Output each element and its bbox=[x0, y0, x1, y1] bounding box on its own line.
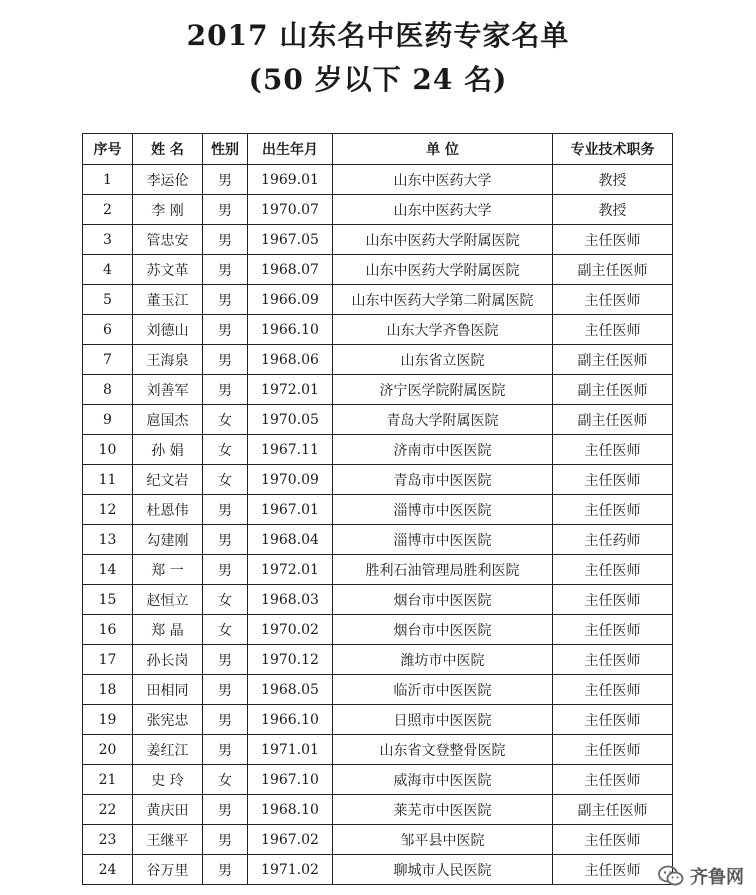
cell-professional-title: 教授 bbox=[553, 195, 673, 225]
table-row bbox=[83, 825, 673, 855]
cell-birth-date: 1967.02 bbox=[248, 825, 333, 855]
cell-birth-date: 1970.05 bbox=[248, 405, 333, 435]
cell-birth-date: 1971.01 bbox=[248, 735, 333, 765]
table-row bbox=[83, 405, 673, 435]
table-row bbox=[83, 195, 673, 225]
cell-gender: 男 bbox=[203, 315, 248, 345]
cell-unit: 烟台市中医医院 bbox=[333, 585, 553, 615]
cell-professional-title: 主任医师 bbox=[553, 495, 673, 525]
cell-name: 李 刚 bbox=[133, 195, 203, 225]
wechat-logo-icon bbox=[658, 865, 684, 887]
table-row bbox=[83, 165, 673, 195]
cell-professional-title: 主任医师 bbox=[553, 615, 673, 645]
cell-name: 苏文革 bbox=[133, 255, 203, 285]
cell-gender: 女 bbox=[203, 585, 248, 615]
cell-name: 赵恒立 bbox=[133, 585, 203, 615]
cell-birth-date: 1968.10 bbox=[248, 795, 333, 825]
cell-unit: 济南市中医医院 bbox=[333, 435, 553, 465]
cell-number: 2 bbox=[83, 195, 133, 225]
table-row bbox=[83, 585, 673, 615]
cell-professional-title: 主任医师 bbox=[553, 585, 673, 615]
cell-unit: 烟台市中医医院 bbox=[333, 615, 553, 645]
table-row bbox=[83, 615, 673, 645]
cell-unit: 莱芜市中医医院 bbox=[333, 795, 553, 825]
cell-birth-date: 1966.09 bbox=[248, 285, 333, 315]
cell-professional-title: 主任医师 bbox=[553, 555, 673, 585]
cell-number: 22 bbox=[83, 795, 133, 825]
cell-professional-title: 主任医师 bbox=[553, 465, 673, 495]
table-row bbox=[83, 345, 673, 375]
cell-number: 19 bbox=[83, 705, 133, 735]
cell-number: 3 bbox=[83, 225, 133, 255]
table-row bbox=[83, 855, 673, 885]
cell-gender: 女 bbox=[203, 405, 248, 435]
table-row bbox=[83, 555, 673, 585]
cell-unit: 淄博市中医医院 bbox=[333, 495, 553, 525]
cell-birth-date: 1968.06 bbox=[248, 345, 333, 375]
cell-gender: 女 bbox=[203, 615, 248, 645]
cell-professional-title: 副主任医师 bbox=[553, 405, 673, 435]
cell-number: 6 bbox=[83, 315, 133, 345]
cell-name: 扈国杰 bbox=[133, 405, 203, 435]
cell-gender: 男 bbox=[203, 225, 248, 255]
cell-name: 黄庆田 bbox=[133, 795, 203, 825]
cell-number: 7 bbox=[83, 345, 133, 375]
cell-gender: 女 bbox=[203, 765, 248, 795]
expert-list-table bbox=[82, 133, 673, 885]
cell-gender: 男 bbox=[203, 735, 248, 765]
table-row bbox=[83, 225, 673, 255]
cell-gender: 男 bbox=[203, 525, 248, 555]
cell-number: 18 bbox=[83, 675, 133, 705]
header-number: 序号 bbox=[83, 134, 133, 165]
cell-number: 5 bbox=[83, 285, 133, 315]
cell-birth-date: 1968.04 bbox=[248, 525, 333, 555]
cell-number: 4 bbox=[83, 255, 133, 285]
cell-unit: 山东中医药大学第二附属医院 bbox=[333, 285, 553, 315]
cell-birth-date: 1970.02 bbox=[248, 615, 333, 645]
table-row bbox=[83, 435, 673, 465]
cell-professional-title: 副主任医师 bbox=[553, 795, 673, 825]
cell-number: 13 bbox=[83, 525, 133, 555]
cell-gender: 男 bbox=[203, 495, 248, 525]
cell-name: 孙长岗 bbox=[133, 645, 203, 675]
cell-unit: 山东中医药大学附属医院 bbox=[333, 225, 553, 255]
header-gender: 性别 bbox=[203, 134, 248, 165]
cell-birth-date: 1967.05 bbox=[248, 225, 333, 255]
cell-birth-date: 1971.02 bbox=[248, 855, 333, 885]
document-subtitle: (50 岁以下 24 名) bbox=[248, 63, 508, 96]
cell-name: 郑 一 bbox=[133, 555, 203, 585]
cell-number: 16 bbox=[83, 615, 133, 645]
table-row bbox=[83, 255, 673, 285]
cell-unit: 山东大学齐鲁医院 bbox=[333, 315, 553, 345]
cell-unit: 临沂市中医医院 bbox=[333, 675, 553, 705]
cell-name: 谷万里 bbox=[133, 855, 203, 885]
header-unit: 单 位 bbox=[333, 134, 553, 165]
cell-unit: 日照市中医医院 bbox=[333, 705, 553, 735]
cell-professional-title: 教授 bbox=[553, 165, 673, 195]
cell-number: 8 bbox=[83, 375, 133, 405]
cell-unit: 淄博市中医医院 bbox=[333, 525, 553, 555]
cell-unit: 聊城市人民医院 bbox=[333, 855, 553, 885]
cell-unit: 邹平县中医院 bbox=[333, 825, 553, 855]
cell-professional-title: 副主任医师 bbox=[553, 255, 673, 285]
cell-name: 杜恩伟 bbox=[133, 495, 203, 525]
cell-number: 23 bbox=[83, 825, 133, 855]
cell-birth-date: 1972.01 bbox=[248, 375, 333, 405]
cell-gender: 男 bbox=[203, 555, 248, 585]
cell-birth-date: 1970.07 bbox=[248, 195, 333, 225]
cell-unit: 威海市中医医院 bbox=[333, 765, 553, 795]
watermark bbox=[658, 863, 744, 889]
table-row bbox=[83, 375, 673, 405]
cell-unit: 青岛大学附属医院 bbox=[333, 405, 553, 435]
cell-birth-date: 1970.09 bbox=[248, 465, 333, 495]
cell-unit: 济宁医学院附属医院 bbox=[333, 375, 553, 405]
cell-number: 12 bbox=[83, 495, 133, 525]
cell-professional-title: 主任医师 bbox=[553, 675, 673, 705]
cell-number: 11 bbox=[83, 465, 133, 495]
cell-birth-date: 1967.10 bbox=[248, 765, 333, 795]
cell-name: 王继平 bbox=[133, 825, 203, 855]
cell-name: 史 玲 bbox=[133, 765, 203, 795]
cell-unit: 潍坊市中医院 bbox=[333, 645, 553, 675]
cell-professional-title: 主任医师 bbox=[553, 705, 673, 735]
cell-name: 姜红江 bbox=[133, 735, 203, 765]
cell-name: 孙 娟 bbox=[133, 435, 203, 465]
cell-unit: 山东中医药大学 bbox=[333, 165, 553, 195]
cell-number: 14 bbox=[83, 555, 133, 585]
cell-number: 15 bbox=[83, 585, 133, 615]
header-name: 姓 名 bbox=[133, 134, 203, 165]
cell-unit: 青岛市中医医院 bbox=[333, 465, 553, 495]
cell-gender: 男 bbox=[203, 705, 248, 735]
cell-professional-title: 主任医师 bbox=[553, 435, 673, 465]
table-row bbox=[83, 285, 673, 315]
cell-name: 纪文岩 bbox=[133, 465, 203, 495]
cell-gender: 女 bbox=[203, 465, 248, 495]
cell-gender: 男 bbox=[203, 375, 248, 405]
cell-unit: 山东省文登整骨医院 bbox=[333, 735, 553, 765]
cell-unit: 山东省立医院 bbox=[333, 345, 553, 375]
cell-birth-date: 1966.10 bbox=[248, 705, 333, 735]
cell-number: 20 bbox=[83, 735, 133, 765]
cell-professional-title: 主任医师 bbox=[553, 735, 673, 765]
cell-professional-title: 主任医师 bbox=[553, 825, 673, 855]
table-row bbox=[83, 465, 673, 495]
cell-gender: 男 bbox=[203, 795, 248, 825]
cell-professional-title: 副主任医师 bbox=[553, 345, 673, 375]
cell-name: 董玉江 bbox=[133, 285, 203, 315]
table-header-row bbox=[83, 134, 673, 165]
cell-birth-date: 1968.05 bbox=[248, 675, 333, 705]
table-row bbox=[83, 315, 673, 345]
table-row bbox=[83, 795, 673, 825]
cell-professional-title: 主任药师 bbox=[553, 525, 673, 555]
watermark-text: 齐鲁网 bbox=[690, 867, 744, 888]
cell-birth-date: 1968.07 bbox=[248, 255, 333, 285]
cell-professional-title: 副主任医师 bbox=[553, 375, 673, 405]
cell-gender: 男 bbox=[203, 645, 248, 675]
cell-birth-date: 1967.11 bbox=[248, 435, 333, 465]
cell-gender: 男 bbox=[203, 285, 248, 315]
cell-professional-title: 主任医师 bbox=[553, 315, 673, 345]
cell-gender: 男 bbox=[203, 825, 248, 855]
cell-gender: 男 bbox=[203, 675, 248, 705]
cell-birth-date: 1967.01 bbox=[248, 495, 333, 525]
cell-birth-date: 1970.12 bbox=[248, 645, 333, 675]
cell-name: 刘善军 bbox=[133, 375, 203, 405]
cell-unit: 山东中医药大学 bbox=[333, 195, 553, 225]
cell-professional-title: 主任医师 bbox=[553, 645, 673, 675]
cell-name: 刘德山 bbox=[133, 315, 203, 345]
table-body bbox=[83, 165, 673, 885]
cell-number: 10 bbox=[83, 435, 133, 465]
cell-name: 郑 晶 bbox=[133, 615, 203, 645]
cell-unit: 山东中医药大学附属医院 bbox=[333, 255, 553, 285]
cell-name: 田相同 bbox=[133, 675, 203, 705]
cell-gender: 男 bbox=[203, 255, 248, 285]
cell-professional-title: 主任医师 bbox=[553, 765, 673, 795]
table-row bbox=[83, 645, 673, 675]
cell-name: 管忠安 bbox=[133, 225, 203, 255]
cell-birth-date: 1972.01 bbox=[248, 555, 333, 585]
cell-name: 李运伦 bbox=[133, 165, 203, 195]
cell-name: 王海泉 bbox=[133, 345, 203, 375]
cell-gender: 男 bbox=[203, 165, 248, 195]
cell-gender: 男 bbox=[203, 345, 248, 375]
header-professional-title: 专业技术职务 bbox=[553, 134, 673, 165]
table-row bbox=[83, 675, 673, 705]
table-row bbox=[83, 765, 673, 795]
cell-number: 21 bbox=[83, 765, 133, 795]
cell-number: 9 bbox=[83, 405, 133, 435]
cell-name: 张宪忠 bbox=[133, 705, 203, 735]
cell-unit: 胜利石油管理局胜利医院 bbox=[333, 555, 553, 585]
cell-professional-title: 主任医师 bbox=[553, 225, 673, 255]
cell-number: 1 bbox=[83, 165, 133, 195]
document-title: 2017 山东名中医药专家名单 bbox=[186, 19, 570, 52]
cell-gender: 女 bbox=[203, 435, 248, 465]
cell-professional-title: 主任医师 bbox=[553, 285, 673, 315]
cell-number: 17 bbox=[83, 645, 133, 675]
cell-gender: 男 bbox=[203, 855, 248, 885]
cell-birth-date: 1966.10 bbox=[248, 315, 333, 345]
table-row bbox=[83, 705, 673, 735]
cell-birth-date: 1969.01 bbox=[248, 165, 333, 195]
cell-number: 24 bbox=[83, 855, 133, 885]
cell-birth-date: 1968.03 bbox=[248, 585, 333, 615]
table-row bbox=[83, 525, 673, 555]
cell-gender: 男 bbox=[203, 195, 248, 225]
table-row bbox=[83, 735, 673, 765]
table-row bbox=[83, 495, 673, 525]
cell-name: 勾建刚 bbox=[133, 525, 203, 555]
header-birth-date: 出生年月 bbox=[248, 134, 333, 165]
cell-professional-title: 主任医师 bbox=[553, 855, 673, 885]
